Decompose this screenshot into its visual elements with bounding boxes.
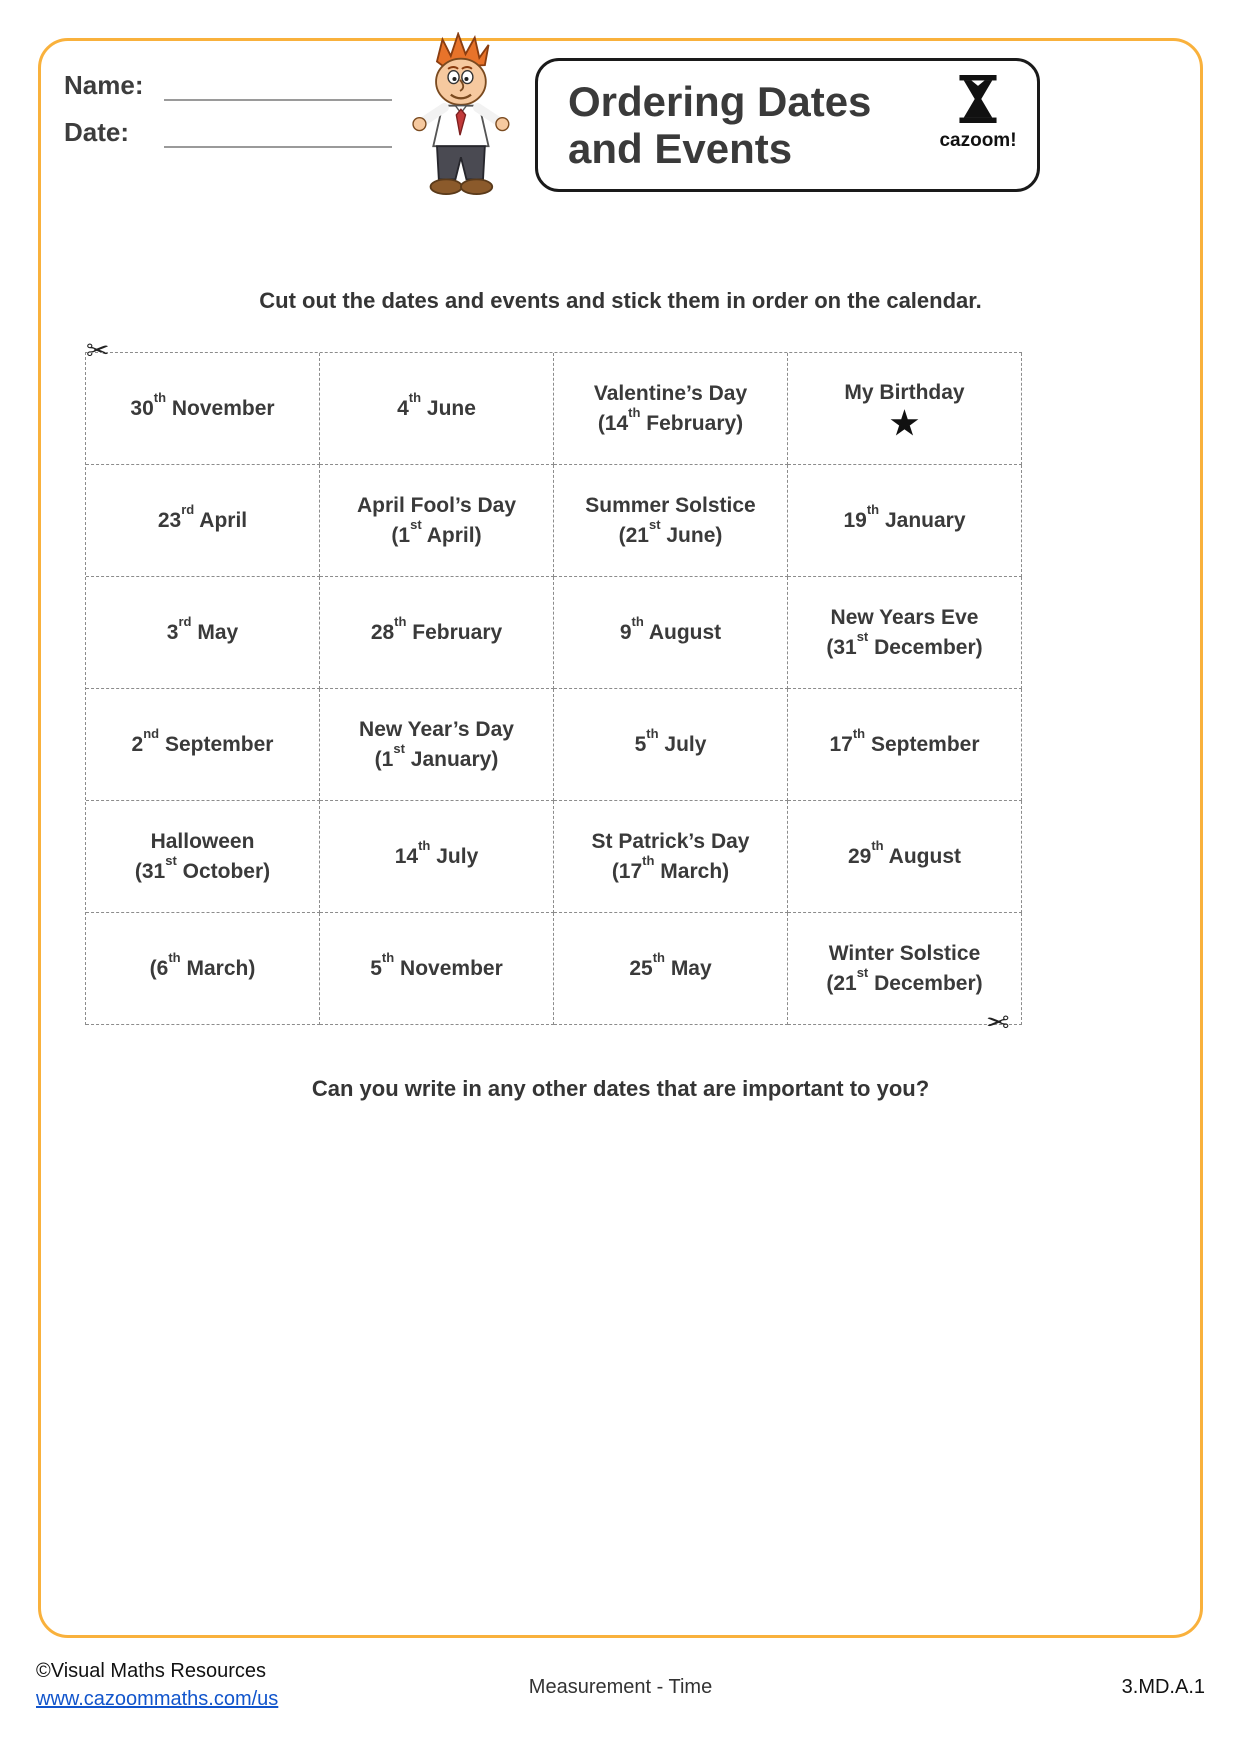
grid-cell-label: 5th November	[370, 950, 503, 980]
cazoom-logo	[935, 75, 1021, 152]
cutout-grid	[85, 352, 1022, 1025]
instruction-text: Cut out the dates and events and stick them in order on the calendar.	[259, 288, 982, 313]
grid-cell-label: 23rd April	[157, 502, 248, 532]
cartoon-man-illustration	[400, 32, 520, 207]
grid-cell-label: 3rd May	[166, 614, 239, 644]
grid-cell-label: 14th July	[394, 838, 479, 868]
footer-topic: Measurement - Time	[528, 1676, 713, 1698]
date-write-line	[164, 120, 392, 148]
grid-cell	[86, 913, 320, 1025]
grid-cell-label: Valentine’s Day (14th February)	[593, 382, 748, 435]
grid-cell-label: 9th August	[619, 614, 722, 644]
grid-cell	[788, 577, 1022, 689]
scissors-icon-bottom: ✂	[985, 1007, 1009, 1038]
scissors-icon-top: ✂	[86, 335, 110, 366]
grid-cell	[788, 353, 1022, 465]
grid-cell-label: 28th February	[370, 614, 503, 644]
grid-cell	[320, 353, 554, 465]
name-date-block	[64, 70, 392, 164]
date-label: Date:	[64, 117, 130, 147]
grid-cell	[86, 689, 320, 801]
grid-cell	[788, 465, 1022, 577]
name-label: Name:	[64, 70, 144, 100]
name-write-line	[164, 73, 392, 101]
grid-cell	[86, 353, 320, 465]
grid-cell-label: New Years Eve (31st December)	[826, 606, 983, 659]
grid-cell	[554, 577, 788, 689]
question-text: Can you write in any other dates that are important to you?	[311, 1076, 930, 1101]
grid-cell-label: 2nd September	[131, 726, 274, 756]
grid-cell	[320, 689, 554, 801]
grid-cell	[86, 801, 320, 913]
grid-cell	[320, 913, 554, 1025]
grid-cell	[554, 801, 788, 913]
footer	[36, 1660, 1205, 1724]
footer-link[interactable]: www.cazoommaths.com/us	[36, 1688, 279, 1710]
grid-cell	[320, 801, 554, 913]
grid-cell	[554, 689, 788, 801]
grid-cell-label: 5th July	[634, 726, 707, 756]
grid-cell	[86, 577, 320, 689]
grid-cell-label: 25th May	[629, 950, 712, 980]
grid-cell-label: 29th August	[847, 838, 962, 868]
grid-cell	[320, 577, 554, 689]
grid-cell-label: Winter Solstice (21st December)	[826, 942, 983, 995]
copyright-text: ©Visual Maths Resources	[36, 1660, 267, 1682]
hourglass-icon	[956, 75, 1000, 123]
grid-cell-label: 30th November	[130, 390, 275, 420]
grid-cell-label: New Year’s Day (1st January)	[359, 718, 514, 771]
grid-cell-label: My Birthday ★	[844, 380, 965, 442]
grid-cell	[554, 353, 788, 465]
grid-cell-label: (6th March)	[149, 950, 256, 980]
grid-cell-label: Halloween (31st October)	[134, 830, 271, 883]
title-line-2: and Events	[568, 125, 793, 172]
grid-cell-label: 19th January	[843, 502, 966, 532]
grid-cell	[788, 689, 1022, 801]
star-icon: ★	[890, 405, 919, 442]
grid-cell	[320, 465, 554, 577]
grid-cell-label: April Fool’s Day (1st April)	[356, 494, 517, 547]
cartoon-character	[400, 32, 520, 212]
grid-cell	[554, 465, 788, 577]
grid-cell	[86, 465, 320, 577]
grid-cell-label: 17th September	[829, 726, 980, 756]
worksheet-title	[538, 78, 871, 172]
grid-cell-label: 4th June	[397, 390, 476, 420]
standard-code: 3.MD.A.1	[1121, 1676, 1205, 1698]
title-line-1: Ordering Dates	[568, 77, 872, 125]
title-box	[535, 58, 1040, 192]
grid-cell-label: St Patrick’s Day (17th March)	[591, 830, 750, 883]
grid-cell	[554, 913, 788, 1025]
grid-cell	[788, 801, 1022, 913]
cazoom-logo-text: cazoom!	[939, 130, 1017, 151]
grid-cell-label: Summer Solstice (21st June)	[585, 494, 756, 547]
